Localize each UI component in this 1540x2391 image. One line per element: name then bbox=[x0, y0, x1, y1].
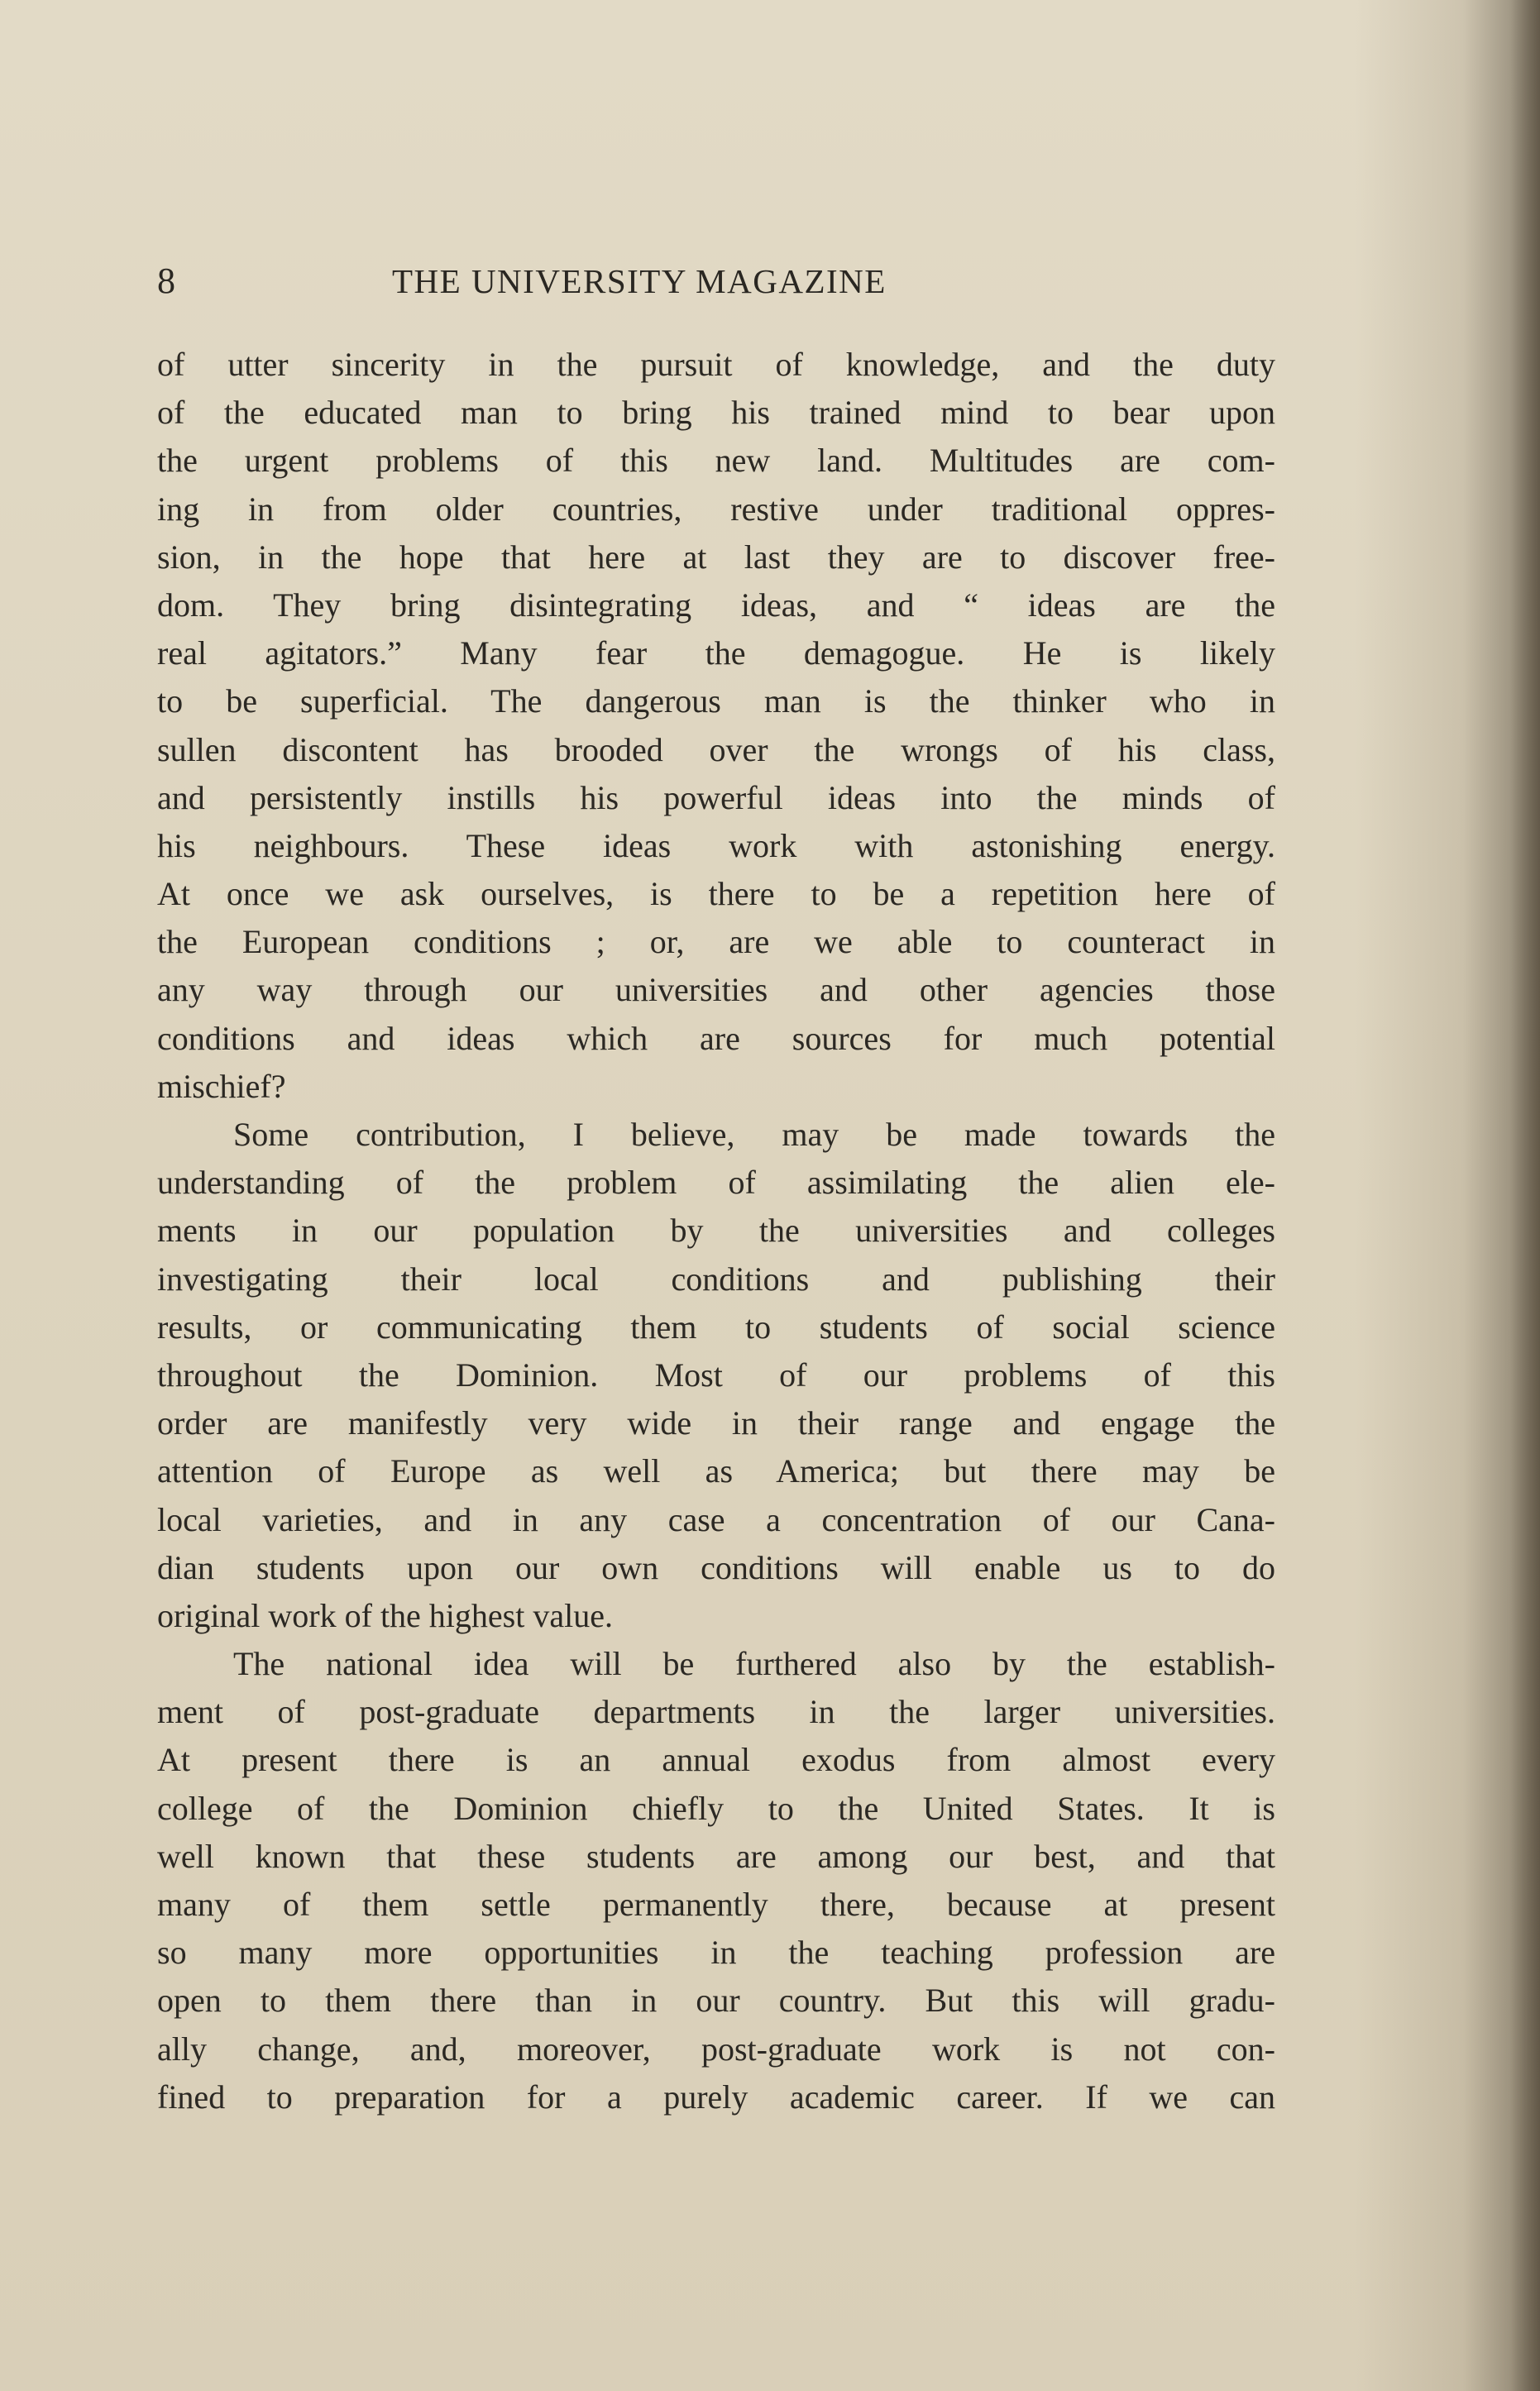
text-line: ally change, and, moreover, post-graduate work is not con- bbox=[157, 2030, 1275, 2068]
body-text bbox=[157, 341, 1275, 2121]
text-line: ment of post-graduate departments in the larger universities. bbox=[157, 1693, 1275, 1731]
paragraph bbox=[157, 1111, 1275, 1640]
text-line: attention of Europe as well as America; but there may be bbox=[157, 1452, 1275, 1490]
text-line: dian students upon our own conditions will enable us to do bbox=[157, 1548, 1275, 1586]
text-line: fined to preparation for a purely academic career. If we can bbox=[157, 2078, 1275, 2116]
page-edge-shadow bbox=[1510, 0, 1540, 2391]
text-line: Some contribution, I believe, may be made towards the bbox=[233, 1116, 1275, 1153]
text-line: original work of the highest value. bbox=[157, 1596, 613, 1634]
text-line: order are manifestly very wide in their range and engage the bbox=[157, 1404, 1275, 1442]
text-line: real agitators.” Many fear the demagogue. He is likely bbox=[157, 634, 1275, 672]
page-number: 8 bbox=[157, 261, 175, 301]
paragraph bbox=[157, 341, 1275, 1111]
text-line: ing in from older countries, restive under traditional oppres- bbox=[157, 490, 1275, 528]
text-line: mischief? bbox=[157, 1067, 286, 1105]
text-line: investigating their local conditions and publishing their bbox=[157, 1260, 1275, 1298]
text-line: understanding of the problem of assimilating the alien ele- bbox=[157, 1164, 1275, 1202]
text-line: his neighbours. These ideas work with astonishing energy. bbox=[157, 826, 1275, 864]
page-header bbox=[157, 255, 1282, 308]
text-line: of utter sincerity in the pursuit of knowledge, and the duty bbox=[157, 346, 1275, 383]
text-line: any way through our universities and other agencies those bbox=[157, 971, 1275, 1009]
text-line: conditions and ideas which are sources for much potential bbox=[157, 1019, 1275, 1057]
text-line: At present there is an annual exodus from almost every bbox=[157, 1741, 1275, 1779]
text-line: dom. They bring disintegrating ideas, and “ ideas are the bbox=[157, 586, 1275, 624]
running-head: THE UNIVERSITY MAGAZINE bbox=[392, 262, 887, 300]
text-line: The national idea will be furthered also by the establish- bbox=[233, 1645, 1275, 1683]
text-line: local varieties, and in any case a concentration of our Cana- bbox=[157, 1500, 1275, 1538]
text-line: sullen discontent has brooded over the wrongs of his class, bbox=[157, 730, 1275, 768]
paragraph bbox=[157, 1640, 1275, 2121]
text-line: the urgent problems of this new land. Multitudes are com- bbox=[157, 442, 1275, 480]
text-line: well known that these students are among our best, and that bbox=[157, 1837, 1275, 1875]
text-line: college of the Dominion chiefly to the United States. It is bbox=[157, 1789, 1275, 1827]
text-line: ments in our population by the universities and colleges bbox=[157, 1212, 1275, 1250]
text-line: many of them settle permanently there, because at present bbox=[157, 1886, 1275, 1923]
text-line: to be superficial. The dangerous man is the thinker who in bbox=[157, 682, 1275, 720]
text-line: the European conditions ; or, are we able to counteract in bbox=[157, 923, 1275, 961]
text-line: open to them there than in our country. But this will gradu- bbox=[157, 1982, 1275, 2020]
text-line: and persistently instills his powerful ideas into the minds of bbox=[157, 778, 1275, 816]
text-line: throughout the Dominion. Most of our problems of this bbox=[157, 1356, 1275, 1394]
text-line: sion, in the hope that here at last they are to discover free- bbox=[157, 538, 1275, 576]
text-line: so many more opportunities in the teaching profession are bbox=[157, 1934, 1275, 1972]
text-line: results, or communicating them to students of social science bbox=[157, 1308, 1275, 1346]
text-line: At once we ask ourselves, is there to be a repetition here of bbox=[157, 875, 1275, 913]
text-line: of the educated man to bring his trained mind to bear upon bbox=[157, 394, 1275, 432]
